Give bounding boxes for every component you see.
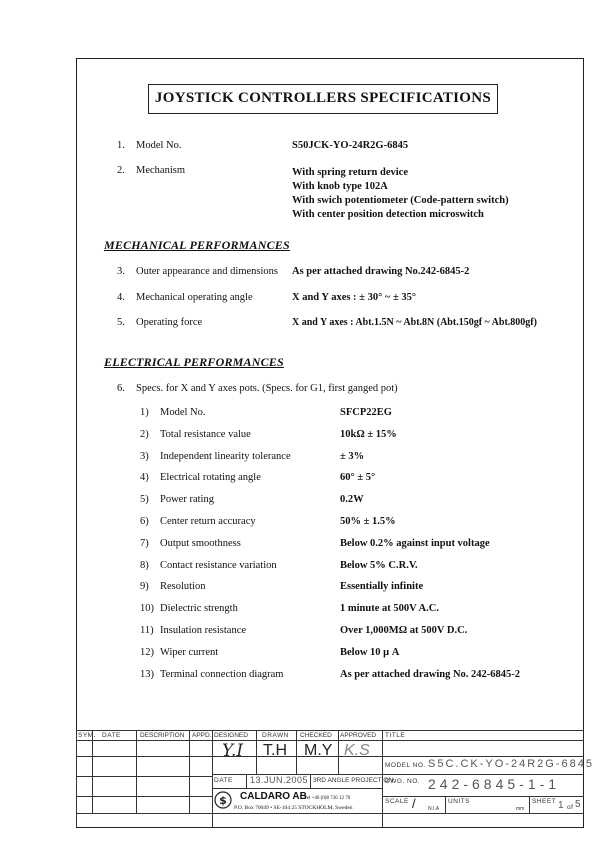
- date-value: 13.JUN.2005: [250, 775, 309, 785]
- sheet-value: 1: [558, 800, 566, 811]
- spec-11-value: Over 1,000MΩ at 500V D.C.: [340, 625, 468, 636]
- spec-12-num: 12): [140, 647, 154, 658]
- spec-2-label: Total resistance value: [160, 429, 251, 440]
- item-3-label: Outer appearance and dimensions: [136, 266, 278, 277]
- model-value: S5C.CK-YO-24R2G-6845: [428, 758, 594, 770]
- dwg-label: DWG. NO.: [385, 778, 421, 785]
- document-title: JOYSTICK CONTROLLERS SPECIFICATIONS: [148, 84, 498, 114]
- spec-1-label: Model No.: [160, 407, 206, 418]
- item-5-value: X and Y axes : Abt.1.5N ~ Abt.8N (Abt.150gf ~ Abt.800gf): [292, 317, 537, 328]
- item-1-num: 1.: [117, 140, 125, 151]
- company-address: P.O. Box 70049 • SE-104 25 STOCKHOLM, Sweden: [234, 805, 353, 811]
- spec-6-num: 6): [140, 516, 149, 527]
- spec-2-num: 2): [140, 429, 149, 440]
- spec-8-label: Contact resistance variation: [160, 560, 277, 571]
- header-title: TITLE: [385, 732, 406, 739]
- spec-13-num: 13): [140, 669, 154, 680]
- spec-9-num: 9): [140, 581, 149, 592]
- spec-7-value: Below 0.2% against input voltage: [340, 538, 490, 549]
- spec-12-value: Below 10 μ A: [340, 647, 400, 658]
- drawn-initials: T.H: [263, 742, 287, 759]
- spec-5-value: 0.2W: [340, 494, 364, 505]
- company-name: CALDARO AB: [240, 791, 307, 802]
- spec-9-label: Resolution: [160, 581, 206, 592]
- spec-7-label: Output smoothness: [160, 538, 241, 549]
- electrical-heading: ELECTRICAL PERFORMANCES: [104, 355, 284, 369]
- item-1-value: S50JCK-YO-24R2G-6845: [292, 140, 409, 151]
- spec-3-value: ± 3%: [340, 451, 365, 462]
- title-block: [76, 730, 594, 828]
- item-6-intro: Specs. for X and Y axes pots. (Specs. for G1, first ganged pot): [136, 383, 398, 394]
- item-2-value-1: With spring return device: [292, 167, 408, 178]
- approved-initials: K.S: [344, 742, 370, 759]
- item-5-num: 5.: [117, 317, 125, 328]
- spec-3-label: Independent linearity tolerance: [160, 451, 291, 462]
- spec-4-num: 4): [140, 472, 149, 483]
- item-3-value: As per attached drawing No.242-6845-2: [292, 266, 470, 277]
- sheet-of-label: of: [567, 804, 574, 811]
- spec-4-label: Electrical rotating angle: [160, 472, 261, 483]
- item-6-num: 6.: [117, 383, 125, 394]
- item-2-num: 2.: [117, 165, 125, 176]
- item-4-value: X and Y axes : ± 30° ~ ± 35°: [292, 292, 417, 303]
- header-date: DATE: [102, 732, 121, 739]
- scale-label: SCALE: [385, 798, 409, 805]
- spec-6-value: 50% ± 1.5%: [340, 516, 396, 527]
- item-2-label: Mechanism: [136, 165, 185, 176]
- caldaro-logo-icon: [214, 791, 232, 809]
- spec-12-label: Wiper current: [160, 647, 219, 658]
- spec-2-value: 10kΩ ± 15%: [340, 429, 397, 440]
- scale-value: /: [412, 796, 416, 811]
- nia-label: N.I.A: [428, 806, 440, 812]
- dwg-value: 242-6845-1-1: [428, 776, 561, 792]
- spec-13-label: Terminal connection diagram: [160, 669, 284, 680]
- spec-4-value: 60° ± 5°: [340, 472, 376, 483]
- company-tel: Tel +46 (0)8 736 12 70: [304, 796, 351, 801]
- item-3-num: 3.: [117, 266, 125, 277]
- item-2-value-3: With swich potentiometer (Code-pattern switch): [292, 195, 509, 206]
- designed-signature: Y.I: [222, 741, 244, 761]
- spec-9-value: Essentially infinite: [340, 581, 424, 592]
- header-description: DESCRIPTION: [140, 732, 185, 739]
- spec-5-num: 5): [140, 494, 149, 505]
- header-appd: APPD.: [192, 732, 212, 739]
- spec-6-label: Center return accuracy: [160, 516, 256, 527]
- svg-text:$: $: [219, 794, 227, 807]
- spec-10-num: 10): [140, 603, 154, 614]
- header-approved: APPROVED: [340, 732, 377, 739]
- spec-8-value: Below 5% C.R.V.: [340, 560, 418, 571]
- spec-3-num: 3): [140, 451, 149, 462]
- spec-10-label: Dielectric strength: [160, 603, 238, 614]
- header-designed: DESIGNED: [214, 732, 248, 739]
- spec-11-label: Insulation resistance: [160, 625, 247, 636]
- item-5-label: Operating force: [136, 317, 203, 328]
- spec-10-value: 1 minute at 500V A.C.: [340, 603, 439, 614]
- spec-1-value: SFCP22EG: [340, 407, 392, 418]
- item-4-num: 4.: [117, 292, 125, 303]
- third-angle-projection: 3RD ANGLE PROJECTION: [313, 777, 394, 784]
- item-1-label: Model No.: [136, 140, 182, 151]
- header-checked: CHECKED: [300, 732, 332, 739]
- checked-initials: M.Y: [304, 742, 333, 759]
- date-label: DATE: [214, 777, 233, 784]
- item-2-value-4: With center position detection microswitch: [292, 209, 484, 220]
- spec-13-value: As per attached drawing No. 242-6845-2: [340, 669, 521, 680]
- spec-8-num: 8): [140, 560, 149, 571]
- spec-11-num: 11): [140, 625, 154, 636]
- units-value: mm: [516, 806, 525, 812]
- sheet-total: 5: [575, 799, 581, 810]
- item-4-label: Mechanical operating angle: [136, 292, 253, 303]
- item-2-value-2: With knob type 102A: [292, 181, 388, 192]
- model-label: MODEL NO.: [385, 762, 426, 769]
- spec-5-label: Power rating: [160, 494, 214, 505]
- spec-7-num: 7): [140, 538, 149, 549]
- header-drawn: DRAWN: [262, 732, 289, 739]
- mechanical-heading: MECHANICAL PERFORMANCES: [104, 238, 290, 252]
- sheet-label: SHEET: [532, 798, 557, 805]
- header-sym: SYM.: [78, 732, 96, 739]
- units-label: UNITS: [448, 798, 470, 805]
- spec-1-num: 1): [140, 407, 149, 418]
